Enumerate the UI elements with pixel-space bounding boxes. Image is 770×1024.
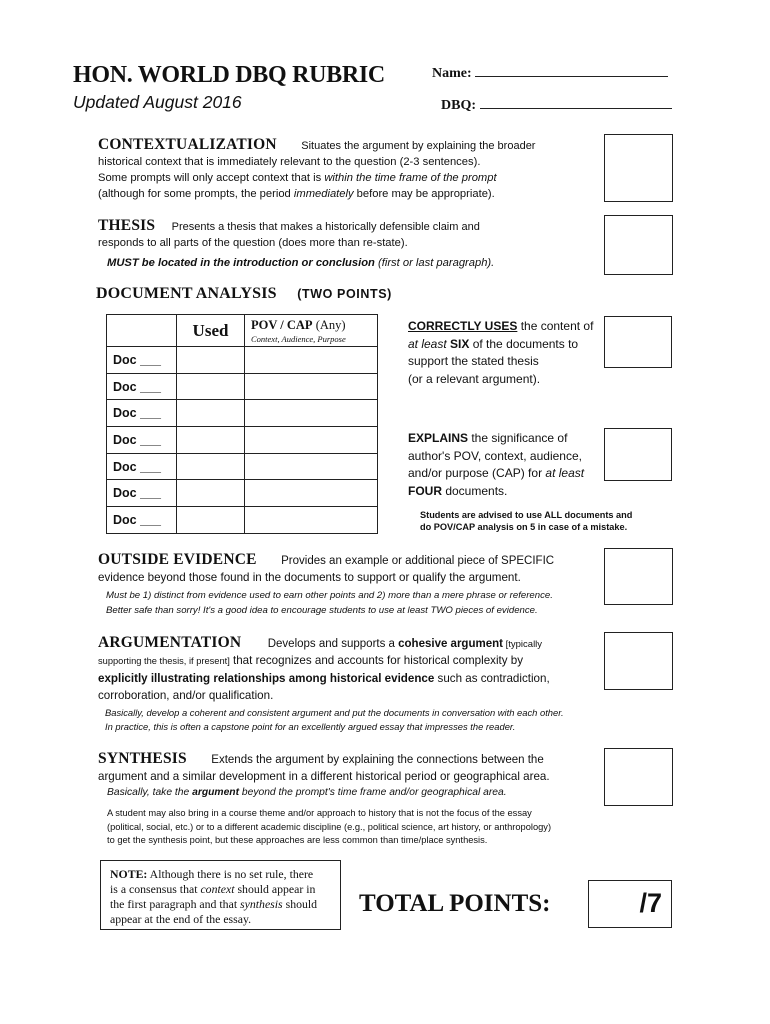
pov-cell[interactable] xyxy=(245,480,378,507)
contextualization-desc: Situates the argument by explaining the broader xyxy=(301,140,536,152)
contextualization-line: Some prompts will only accept context that is within the time frame of the prompt xyxy=(98,172,497,184)
doc-label: Doc ___ xyxy=(107,480,177,507)
thesis-line: responds to all parts of the question (does more than re-state). xyxy=(98,237,408,249)
doc-label: Doc ___ xyxy=(107,400,177,427)
document-analysis-title: DOCUMENT ANALYSIS xyxy=(96,285,277,302)
document-analysis-header xyxy=(96,285,392,303)
used-cell[interactable] xyxy=(177,427,245,454)
name-blank[interactable] xyxy=(475,64,668,77)
document-analysis-points: (TWO POINTS) xyxy=(297,287,392,301)
argumentation-desc: Develops and supports a cohesive argument [typically xyxy=(267,638,543,650)
contextualization-title: CONTEXTUALIZATION xyxy=(98,136,277,153)
outside-evidence-section xyxy=(98,551,603,618)
used-cell[interactable] xyxy=(177,453,245,480)
doc-label: Doc ___ xyxy=(107,453,177,480)
dbq-blank[interactable] xyxy=(480,96,672,109)
thesis-title: THESIS xyxy=(98,217,156,234)
note-label: NOTE: xyxy=(110,867,148,881)
used-cell[interactable] xyxy=(177,347,245,374)
column-header-used: Used xyxy=(177,315,245,347)
outside-evidence-title: OUTSIDE EVIDENCE xyxy=(98,551,257,568)
synthesis-line: argument and a similar development in a different historical period or geographical area. xyxy=(98,770,550,783)
total-points-value: /7 xyxy=(639,888,662,918)
pov-cell[interactable] xyxy=(245,507,378,534)
page-subtitle: Updated August 2016 xyxy=(73,92,242,112)
argumentation-section xyxy=(98,634,618,734)
table-row xyxy=(107,400,378,427)
used-cell[interactable] xyxy=(177,373,245,400)
argumentation-line: explicitly illustrating relationships among historical evidence such as contradiction, xyxy=(98,672,550,685)
synthesis-title: SYNTHESIS xyxy=(98,750,187,767)
uses-criterion: CORRECTLY USES the content of at least SIX of the documents to support the stated thesis (or a relevant argument). xyxy=(408,319,594,386)
argumentation-line: corroboration, and/or qualification. xyxy=(98,689,274,702)
doc-label: Doc ___ xyxy=(107,347,177,374)
synthesis-score-box[interactable] xyxy=(604,748,673,806)
thesis-note: MUST be located in the introduction or conclusion (first or last paragraph). xyxy=(107,257,495,269)
pov-cell[interactable] xyxy=(245,373,378,400)
thesis-desc: Presents a thesis that makes a historically defensible claim and xyxy=(171,221,480,233)
table-row xyxy=(107,347,378,374)
synthesis-extra: A student may also bring in a course theme and/or approach to history that is not the focus of the essay (political, social, etc.) or to a different academic discipline (e.g., political science, art history, or anthropology) to get the synthesis point, but these approaches are less common than time/place synthesis. xyxy=(107,808,552,845)
contextualization-line: historical context that is immediately relevant to the question (2-3 sentences). xyxy=(98,156,481,168)
column-header-pov: POV / CAP (Any) Context, Audience, Purpose xyxy=(245,315,378,347)
table-row xyxy=(107,507,378,534)
page-title: HON. WORLD DBQ RUBRIC xyxy=(73,62,385,88)
outside-evidence-score-box[interactable] xyxy=(604,548,673,605)
table-corner xyxy=(107,315,177,347)
table-row xyxy=(107,427,378,454)
dbq-field[interactable] xyxy=(441,96,672,114)
synthesis-desc: Extends the argument by explaining the connections between the xyxy=(211,754,544,766)
argumentation-note: In practice, this is often a capstone point for an excellently argued essay that impresses the reader. xyxy=(105,721,516,732)
name-label: Name: xyxy=(432,66,472,81)
argumentation-line: supporting the thesis, if present] that recognizes and accounts for historical complexity by xyxy=(98,654,524,667)
argumentation-note: Basically, develop a coherent and consistent argument and put the documents in conversation with each other. xyxy=(105,707,564,718)
thesis-score-box[interactable] xyxy=(604,215,673,275)
document-advice: Students are advised to use ALL documents and do POV/CAP analysis on 5 in case of a mistake. xyxy=(420,510,633,532)
document-table xyxy=(106,314,378,534)
contextualization-line: (although for some prompts, the period immediately before may be appropriate). xyxy=(98,188,495,200)
total-points-box[interactable] xyxy=(588,880,672,928)
used-cell[interactable] xyxy=(177,507,245,534)
table-row xyxy=(107,480,378,507)
pov-cell[interactable] xyxy=(245,453,378,480)
explains-score-box[interactable] xyxy=(604,428,672,481)
doc-label: Doc ___ xyxy=(107,373,177,400)
doc-label: Doc ___ xyxy=(107,507,177,534)
outside-evidence-note: Must be 1) distinct from evidence used to earn other points and 2) more than a mere phrase or reference. xyxy=(106,590,553,601)
used-cell[interactable] xyxy=(177,480,245,507)
contextualization-score-box[interactable] xyxy=(604,134,673,202)
table-row xyxy=(107,453,378,480)
pov-cell[interactable] xyxy=(245,400,378,427)
table-row xyxy=(107,373,378,400)
explains-criterion: EXPLAINS the significance of author's POV, context, audience, and/or purpose (CAP) for at least FOUR documents. xyxy=(408,431,585,498)
note-box: NOTE: Although there is no set rule, there is a consensus that context should appear in the first paragraph and that synthesis should appear at the end of the essay. xyxy=(100,860,341,930)
contextualization-section xyxy=(98,136,598,202)
name-field[interactable] xyxy=(432,64,668,82)
pov-cell[interactable] xyxy=(245,347,378,374)
synthesis-note: Basically, take the argument beyond the prompt's time frame and/or geographical area. xyxy=(107,787,507,798)
used-cell[interactable] xyxy=(177,400,245,427)
doc-label: Doc ___ xyxy=(107,427,177,454)
outside-evidence-desc: Provides an example or additional piece of SPECIFIC xyxy=(281,555,555,567)
argumentation-title: ARGUMENTATION xyxy=(98,634,242,651)
dbq-label: DBQ: xyxy=(441,98,476,113)
total-points-label: TOTAL POINTS: xyxy=(359,890,551,917)
uses-score-box[interactable] xyxy=(604,316,672,368)
argumentation-score-box[interactable] xyxy=(604,632,673,690)
outside-evidence-line: evidence beyond those found in the documents to support or qualify the argument. xyxy=(98,571,521,584)
synthesis-section xyxy=(98,750,618,848)
pov-cell[interactable] xyxy=(245,427,378,454)
thesis-section xyxy=(98,217,598,271)
outside-evidence-note: Better safe than sorry! It's a good idea to encourage students to use at least TWO pieces of evidence. xyxy=(106,605,538,616)
